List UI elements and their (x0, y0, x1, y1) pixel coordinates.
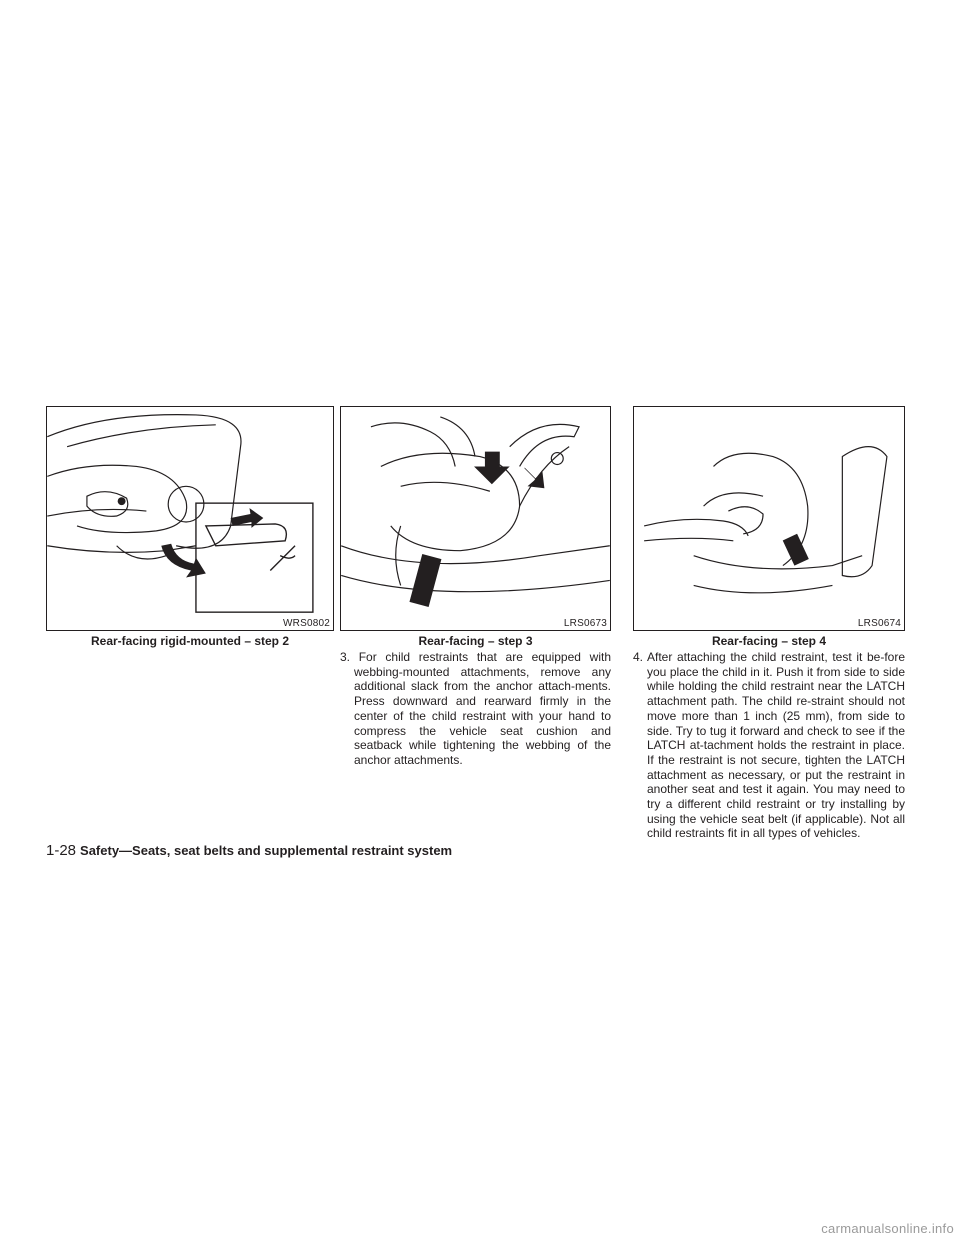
figure-rear-facing-step-4 (633, 406, 905, 631)
page-footer (46, 842, 452, 859)
watermark: carmanualsonline.info (821, 1221, 954, 1236)
figure-rigid-mounted-step-2 (46, 406, 334, 631)
step-3-text: 3. For child restraints that are equipped with webbing-mounted attachments, remove any additional slack from the anchor attach-ments. Press downward and rearward firmly in the center of the child restraint with your hand to compress the vehicle seat cushion and seatback while tightening the webbing of the anchor attachments. (340, 650, 611, 767)
illustration-rigid-mounted-step-2 (47, 407, 333, 630)
column-1 (46, 406, 334, 648)
figure-code: LRS0673 (563, 618, 607, 629)
illustration-rear-facing-step-4 (634, 407, 904, 630)
column-2 (340, 406, 611, 768)
figure-caption: Rear-facing – step 4 (711, 634, 827, 648)
figure-code: LRS0674 (857, 618, 901, 629)
figure-caption: Rear-facing – step 3 (418, 634, 533, 648)
figure-caption: Rear-facing rigid-mounted – step 2 (90, 634, 290, 648)
column-3 (633, 406, 905, 841)
figure-rear-facing-step-3 (340, 406, 611, 631)
step-4-text: 4. After attaching the child restraint, test it be-fore you place the child in it. Push it from side to side while holding the child restraint near the LATCH attachment path. The child re-straint should not move more than 1 inch (25 mm), from side to side. Try to tug it forward and check to see if the LATCH at-tachment holds the restraint in place. If the restraint is not secure, tighten the LATCH attachment as necessary, or put the restraint in another seat and test it again. You may need to try a different child restraint or try installing by using the vehicle seat belt (if applicable). Not all child restraints fit in all types of vehicles. (633, 650, 905, 841)
illustration-rear-facing-step-3 (341, 407, 610, 630)
figure-code: WRS0802 (283, 618, 330, 629)
page-number: 1-28 (46, 842, 77, 859)
section-title: Safety—Seats, seat belts and supplemental restraint system (80, 843, 453, 858)
